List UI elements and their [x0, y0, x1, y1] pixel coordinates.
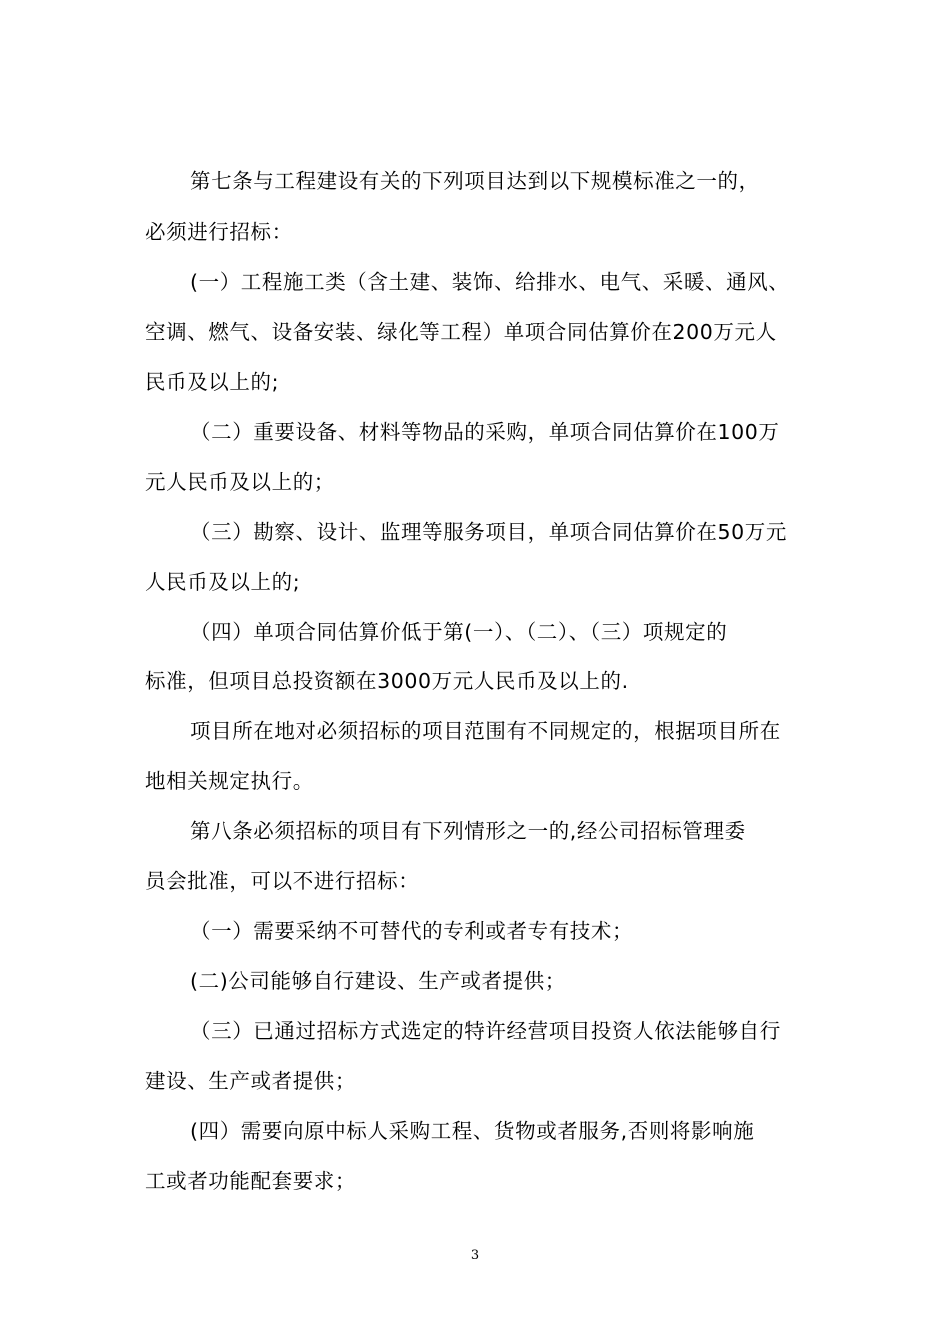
- text-line: 工或者功能配套要求；: [145, 1169, 356, 1193]
- text-line: 空调、燃气、设备安装、绿化等工程）单项合同估算价在200万元人: [145, 320, 777, 344]
- text-line: 民币及以上的;: [145, 370, 280, 394]
- text-line: 元人民币及以上的；: [145, 470, 335, 494]
- text-line: 建设、生产或者提供；: [145, 1069, 356, 1093]
- page-number: 3: [470, 1248, 480, 1263]
- text-line: (二)公司能够自行建设、生产或者提供；: [190, 969, 566, 993]
- text-line: 员会批准，可以不进行招标：: [145, 869, 420, 893]
- text-line: 标准，但项目总投资额在3000万元人民币及以上的.: [145, 669, 629, 693]
- text-line: 第八条必须招标的项目有下列情形之一的,经公司招标管理委: [190, 819, 746, 843]
- text-line: 第七条与工程建设有关的下列项目达到以下规模标准之一的，: [190, 169, 760, 193]
- text-line: （二）重要设备、材料等物品的采购，单项合同估算价在100万: [190, 420, 780, 444]
- text-line: 人民币及以上的;: [145, 570, 301, 594]
- text-line: (四）需要向原中标人采购工程、货物或者服务,否则将影响施: [190, 1119, 755, 1143]
- text-line: (一）工程施工类（含土建、装饰、给排水、电气、采暖、通风、: [190, 270, 790, 294]
- text-line: 地相关规定执行。: [145, 769, 314, 793]
- text-line: （三）已通过招标方式选定的特许经营项目投资人依法能够自行: [190, 1019, 781, 1043]
- text-line: （四）单项合同估算价低于第(一）、（二）、（三）项规定的: [190, 620, 728, 644]
- text-line: 项目所在地对必须招标的项目范围有不同规定的，根据项目所在: [190, 719, 781, 743]
- text-line: （一）需要采纳不可替代的专利或者专有技术；: [190, 919, 634, 943]
- text-line: （三）勘察、设计、监理等服务项目，单项合同估算价在50万元: [190, 520, 787, 544]
- text-line: 必须进行招标：: [145, 220, 293, 244]
